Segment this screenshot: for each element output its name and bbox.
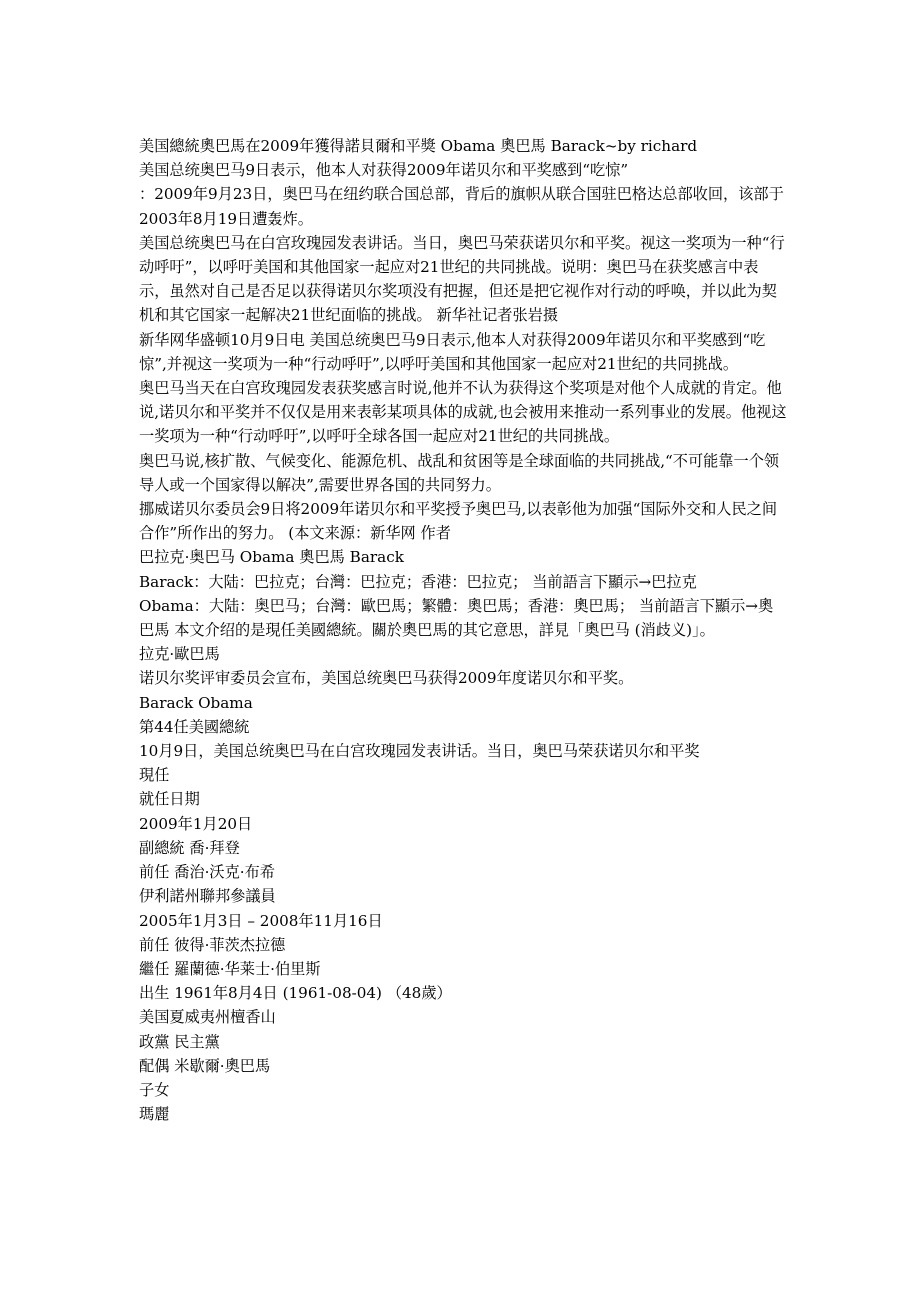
paragraph: 巴拉克·奥巴马 Obama 奧巴馬 Barack — [139, 548, 404, 567]
info-line: 出生 1961年8月4日 (1961-08-04) （48歲） — [139, 984, 452, 1003]
paragraph: 奥巴马说,核扩散、气候变化、能源危机、战乱和贫困等是全球面临的共同挑战,“不可能靠一个领导人或一个国家得以解决”,需要世界各国的共同努力。 — [139, 451, 780, 494]
paragraph: 新华网华盛顿10月9日电 美国总统奥巴马9日表示,他本人对获得2009年诺贝尔和平奖感到“吃惊”,并视这一奖项为一种“行动呼吁”,以呼吁美国和其他国家一起应对21世纪的共同挑战。 — [139, 330, 766, 373]
info-line: 瑪麗 — [139, 1105, 170, 1124]
info-line: 副總統 喬·拜登 — [139, 838, 240, 857]
info-line: 前任 喬治·沃克·布希 — [139, 863, 275, 882]
paragraph: Barack Obama — [139, 693, 253, 712]
info-line: 前任 彼得·菲茨杰拉德 — [139, 935, 286, 954]
info-line: 配偶 米歇爾·奧巴馬 — [139, 1056, 271, 1075]
paragraph: 美国总统奥巴马在白宫玫瑰园发表讲话。当日，奥巴马荣获诺贝尔和平奖。视这一奖项为一种“行动呼吁”，以呼吁美国和其他国家一起应对21世纪的共同挑战。说明：奥巴马在获奖感言中表示，虽然对自己是否足以获得诺贝尔奖项没有把握，但还是把它视作对行动的呼唤，并以此为契机和其它国家一起解决21世纪面临的挑战。 新华社记者张岩摄 — [139, 233, 785, 325]
paragraph: 美国总统奥巴马9日表示，他本人对获得2009年诺贝尔和平奖感到“吃惊” — [139, 161, 629, 180]
info-line: 伊利諾州聯邦參議員 — [139, 887, 276, 906]
document-body — [139, 134, 787, 1126]
paragraph: 10月9日，美国总统奥巴马在白宫玫瑰园发表讲话。当日，奥巴马荣获诺贝尔和平奖 — [139, 742, 700, 761]
info-line: 現任 — [139, 766, 170, 785]
info-line: 2009年1月20日 — [139, 814, 253, 833]
document-title-line: 美国總統奧巴馬在2009年獲得諾貝爾和平獎 Obama 奧巴馬 Barack~by richard — [139, 137, 698, 155]
paragraph: 第44任美國總統 — [139, 717, 250, 736]
paragraph: 诺贝尔奖评审委员会宣布，美国总统奥巴马获得2009年度诺贝尔和平奖。 — [139, 669, 634, 688]
info-line: 美国夏威夷州檀香山 — [139, 1008, 276, 1027]
paragraph: ：2009年9月23日，奥巴马在纽约联合国总部，背后的旗帜从联合国驻巴格达总部收回，该部于2003年8月19日遭轰炸。 — [139, 185, 784, 228]
paragraph: 拉克·歐巴馬 — [139, 645, 220, 664]
info-line: 就任日期 — [139, 790, 200, 809]
paragraph: 挪威诺贝尔委员会9日将2009年诺贝尔和平奖授予奥巴马,以表彰他为加强“国际外交和人民之间合作”所作出的努力。 (本文来源：新华网 作者 — [139, 500, 778, 543]
info-line: 子女 — [139, 1080, 170, 1099]
paragraph: 奥巴马当天在白宫玫瑰园发表获奖感言时说,他并不认为获得这个奖项是对他个人成就的肯定。他说,诺贝尔和平奖并不仅仅是用来表彰某项具体的成就,也会被用来推动一系列事业的发展。他视这一奖项为一种“行动呼吁”,以呼吁全球各国一起应对21世纪的共同挑战。 — [139, 379, 787, 446]
paragraph: Barack：大陆：巴拉克；台灣：巴拉克；香港：巴拉克； 当前語言下顯示→巴拉克 — [139, 572, 697, 591]
paragraph: Obama：大陆：奥巴马；台灣：歐巴馬；繁體：奧巴馬；香港：奧巴馬； 当前語言下顯示→奧巴馬 本文介绍的是現任美國總統。關於奧巴馬的其它意思，詳見「奧巴马 (消歧义)」。 — [139, 596, 774, 640]
info-line: 繼任 羅蘭德·华莱士·伯里斯 — [139, 959, 321, 978]
info-line: 2005年1月3日 – 2008年11月16日 — [139, 911, 383, 930]
info-line: 政黨 民主黨 — [139, 1032, 220, 1051]
